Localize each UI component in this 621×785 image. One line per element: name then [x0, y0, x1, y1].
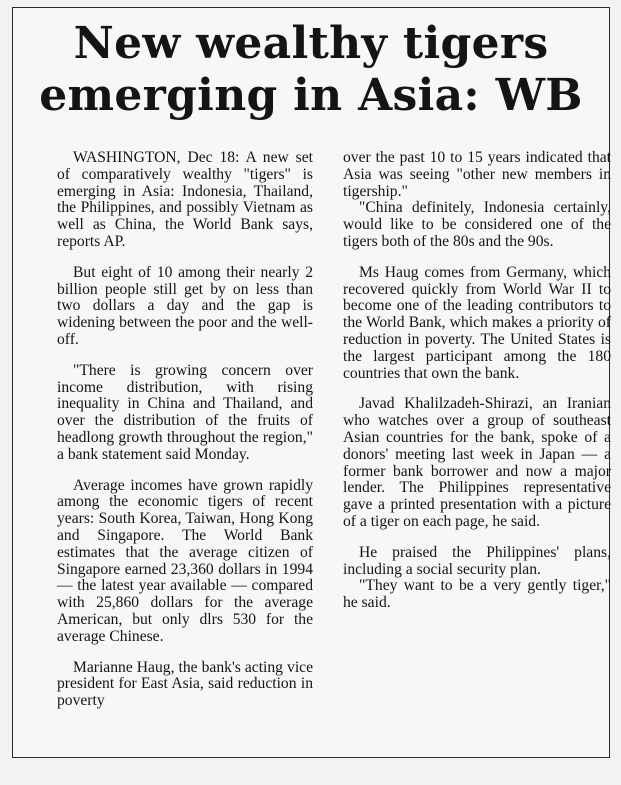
newspaper-clipping	[12, 7, 610, 758]
paragraph: Ms Haug comes from Germany, which recovered quickly from World War II to become one of the leading contributors to the World Bank, which makes a priority of reduction in poverty. The United States is the largest participant among the 180 countries that own the bank.	[343, 263, 611, 382]
paragraph: WASHINGTON, Dec 18: A new set of comparatively wealthy "tigers" is emerging in Asia: Indonesia, Thailand, the Philippines, and possibly Vietnam as well as China, the World Bank says, reports AP.	[57, 149, 313, 250]
paragraph: Javad Khalilzadeh-Shirazi, an Iranian who watches over a group of southeast Asian countries for the bank, spoke of a donors' meeting last week in Japan — a former bank borrower and now a major lender. The Philippines representative gave a printed presentation with a picture of a tiger on each page, he said.	[343, 395, 611, 530]
paragraph: But eight of 10 among their nearly 2 billion people still get by on less than two dollars a day and the gap is widening between the poor and the well-off.	[57, 263, 313, 348]
paragraph: "They want to be a very gently tiger," he said.	[343, 577, 611, 612]
paragraph: Marianne Haug, the bank's acting vice president for East Asia, said reduction in poverty	[57, 658, 313, 710]
right-column	[343, 150, 611, 626]
headline: New wealthy tigers emerging in Asia: WB	[39, 18, 583, 121]
paragraph: over the past 10 to 15 years indicated that Asia was seeing "other new members in tigership."	[343, 149, 611, 200]
left-column	[57, 150, 313, 724]
paragraph: "China definitely, Indonesia certainly, would like to be considered one of the tigers both of the 80s and the 90s.	[343, 199, 611, 250]
paragraph: Average incomes have grown rapidly among the economic tigers of recent years: South Korea, Taiwan, Hong Kong and Singapore. The World Bank estimates that the average citizen of Singapore earned 23,360 dollars in 1994 — the latest year available — compared with 25,860 dollars for the average American, but only dlrs 530 for the average Chinese.	[57, 476, 313, 645]
paragraph: He praised the Philippines' plans, including a social security plan.	[343, 543, 611, 578]
paragraph: "There is growing concern over income distribution, with rising inequality in China and Thailand, and over the distribution of the fruits of headlong growth throughout the region," a bank statement said Monday.	[57, 361, 313, 463]
